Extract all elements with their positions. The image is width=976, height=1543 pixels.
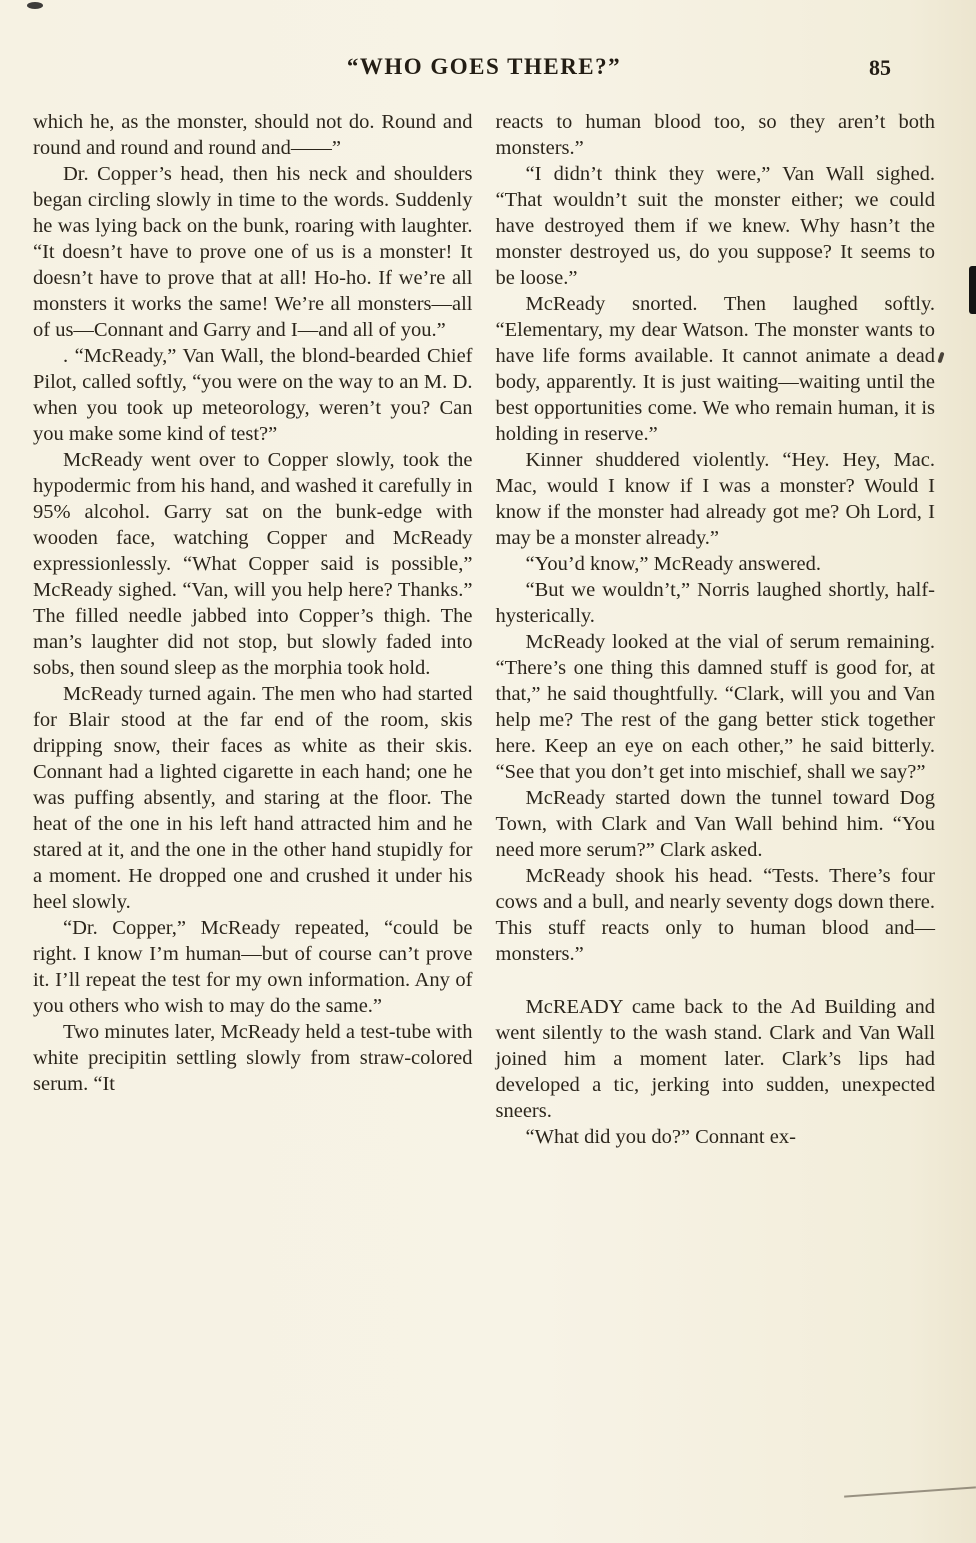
- paragraph: “You’d know,” McReady answered.: [525, 553, 821, 575]
- scan-scratch-line: [844, 1486, 976, 1497]
- running-title: “WHO GOES THERE?”: [346, 54, 622, 79]
- paragraph: “Dr. Copper,” McReady repeated, “could be right. I know I’m human—but of course can’t prove it. I’ll repeat the test for my own information. Any of you others who wish to may do the same.”: [33, 917, 473, 1017]
- paragraph: “I didn’t think they were,” Van Wall sighed. “That wouldn’t suit the monster either; we could have destroyed them if we knew. Why hasn’t the monster destroyed us, do you suppose? It seems to be loose.”: [495, 163, 935, 289]
- paragraph: McReady started down the tunnel toward Dog Town, with Clark and Van Wall behind him. “You need more serum?” Clark asked.: [495, 787, 935, 861]
- section-start-paragraph: McREADY came back to the Ad Building and went silently to the wash stand. Clark and Van Wall joined him a moment later. Clark’s lips had developed a tic, jerking into sudden, unexpected sneers.: [495, 996, 935, 1122]
- body-text: [33, 109, 935, 1150]
- paragraph: McReady shook his head. “Tests. There’s four cows and a bull, and nearly seventy dogs down there. This stuff reacts only to human blood and—monsters.”: [495, 865, 935, 965]
- paragraph: “What did you do?” Connant ex-: [525, 1126, 796, 1148]
- paragraph: Kinner shuddered violently. “Hey. Hey, Mac. Mac, would I know if I was a monster? Would I know if the monster had already got me? Oh Lord, I may be a monster already.”: [495, 449, 935, 549]
- paragraph: “But we wouldn’t,” Norris laughed shortly, half-hysterically.: [495, 579, 935, 627]
- page-number: 85: [869, 55, 891, 80]
- left-column: [33, 109, 473, 1150]
- page-header: [33, 54, 935, 80]
- paragraph: Two minutes later, McReady held a test-tube with white precipitin settling slowly from straw-colored serum. “It: [33, 1021, 473, 1095]
- paragraph: Dr. Copper’s head, then his neck and shoulders began circling slowly in time to the words. Suddenly he was lying back on the bunk, roaring with laughter. “It doesn’t have to prove one of us is a monster! It doesn’t have to prove that at all! Ho-ho. If we’re all monsters it works the same! We’re all monsters—all of us—Connant and Garry and I—and all of you.”: [33, 163, 473, 341]
- paragraph: McReady snorted. Then laughed softly. “Elementary, my dear Watson. The monster wants to have life forms available. It cannot animate a dead body, apparently. It is just waiting—waiting until the best opportunities come. We who remain human, it is holding in reserve.”: [495, 293, 935, 445]
- scan-smudge-top-left: [27, 2, 43, 9]
- scan-speck: [937, 352, 944, 364]
- paragraph: . “McReady,” Van Wall, the blond-bearded Chief Pilot, called softly, “you were on the way to an M. D. when you took up meteorology, weren’t you? Can you make some kind of test?”: [33, 345, 473, 445]
- paragraph: McReady turned again. The men who had started for Blair stood at the far end of the room, skis dripping snow, their faces as white as their skis. Connant had a lighted cigarette in each hand; one he was puffing absently, and staring at the floor. The heat of the one in his left hand attracted him and he stared at it, and the one in the other hand stupidly for a moment. He dropped one and crushed it under his heel slowly.: [33, 683, 473, 913]
- scan-edge-mark: [969, 266, 976, 314]
- paragraph: McReady looked at the vial of serum remaining. “There’s one thing this damned stuff is good for, at that,” he said thoughtfully. “Clark, will you and Van help me? The rest of the gang better stick together here. Keep an eye on each other,” he said bitterly. “See that you don’t get into mischief, shall we say?”: [495, 631, 935, 783]
- paragraph: McReady went over to Copper slowly, took the hypodermic from his hand, and washed it carefully in 95% alcohol. Garry sat on the bunk-edge with wooden face, watching Copper and McReady expressionlessly. “What Copper said is possible,” McReady sighed. “Van, will you help here? Thanks.” The filled needle jabbed into Copper’s thigh. The man’s laughter did not stop, but slowly faded into sobs, then sound sleep as the morphia took hold.: [33, 449, 473, 679]
- paragraph: which he, as the monster, should not do. Round and round and round and round and——”: [33, 111, 473, 159]
- right-column: [496, 109, 936, 1150]
- paragraph: reacts to human blood too, so they aren’t both monsters.”: [495, 111, 935, 159]
